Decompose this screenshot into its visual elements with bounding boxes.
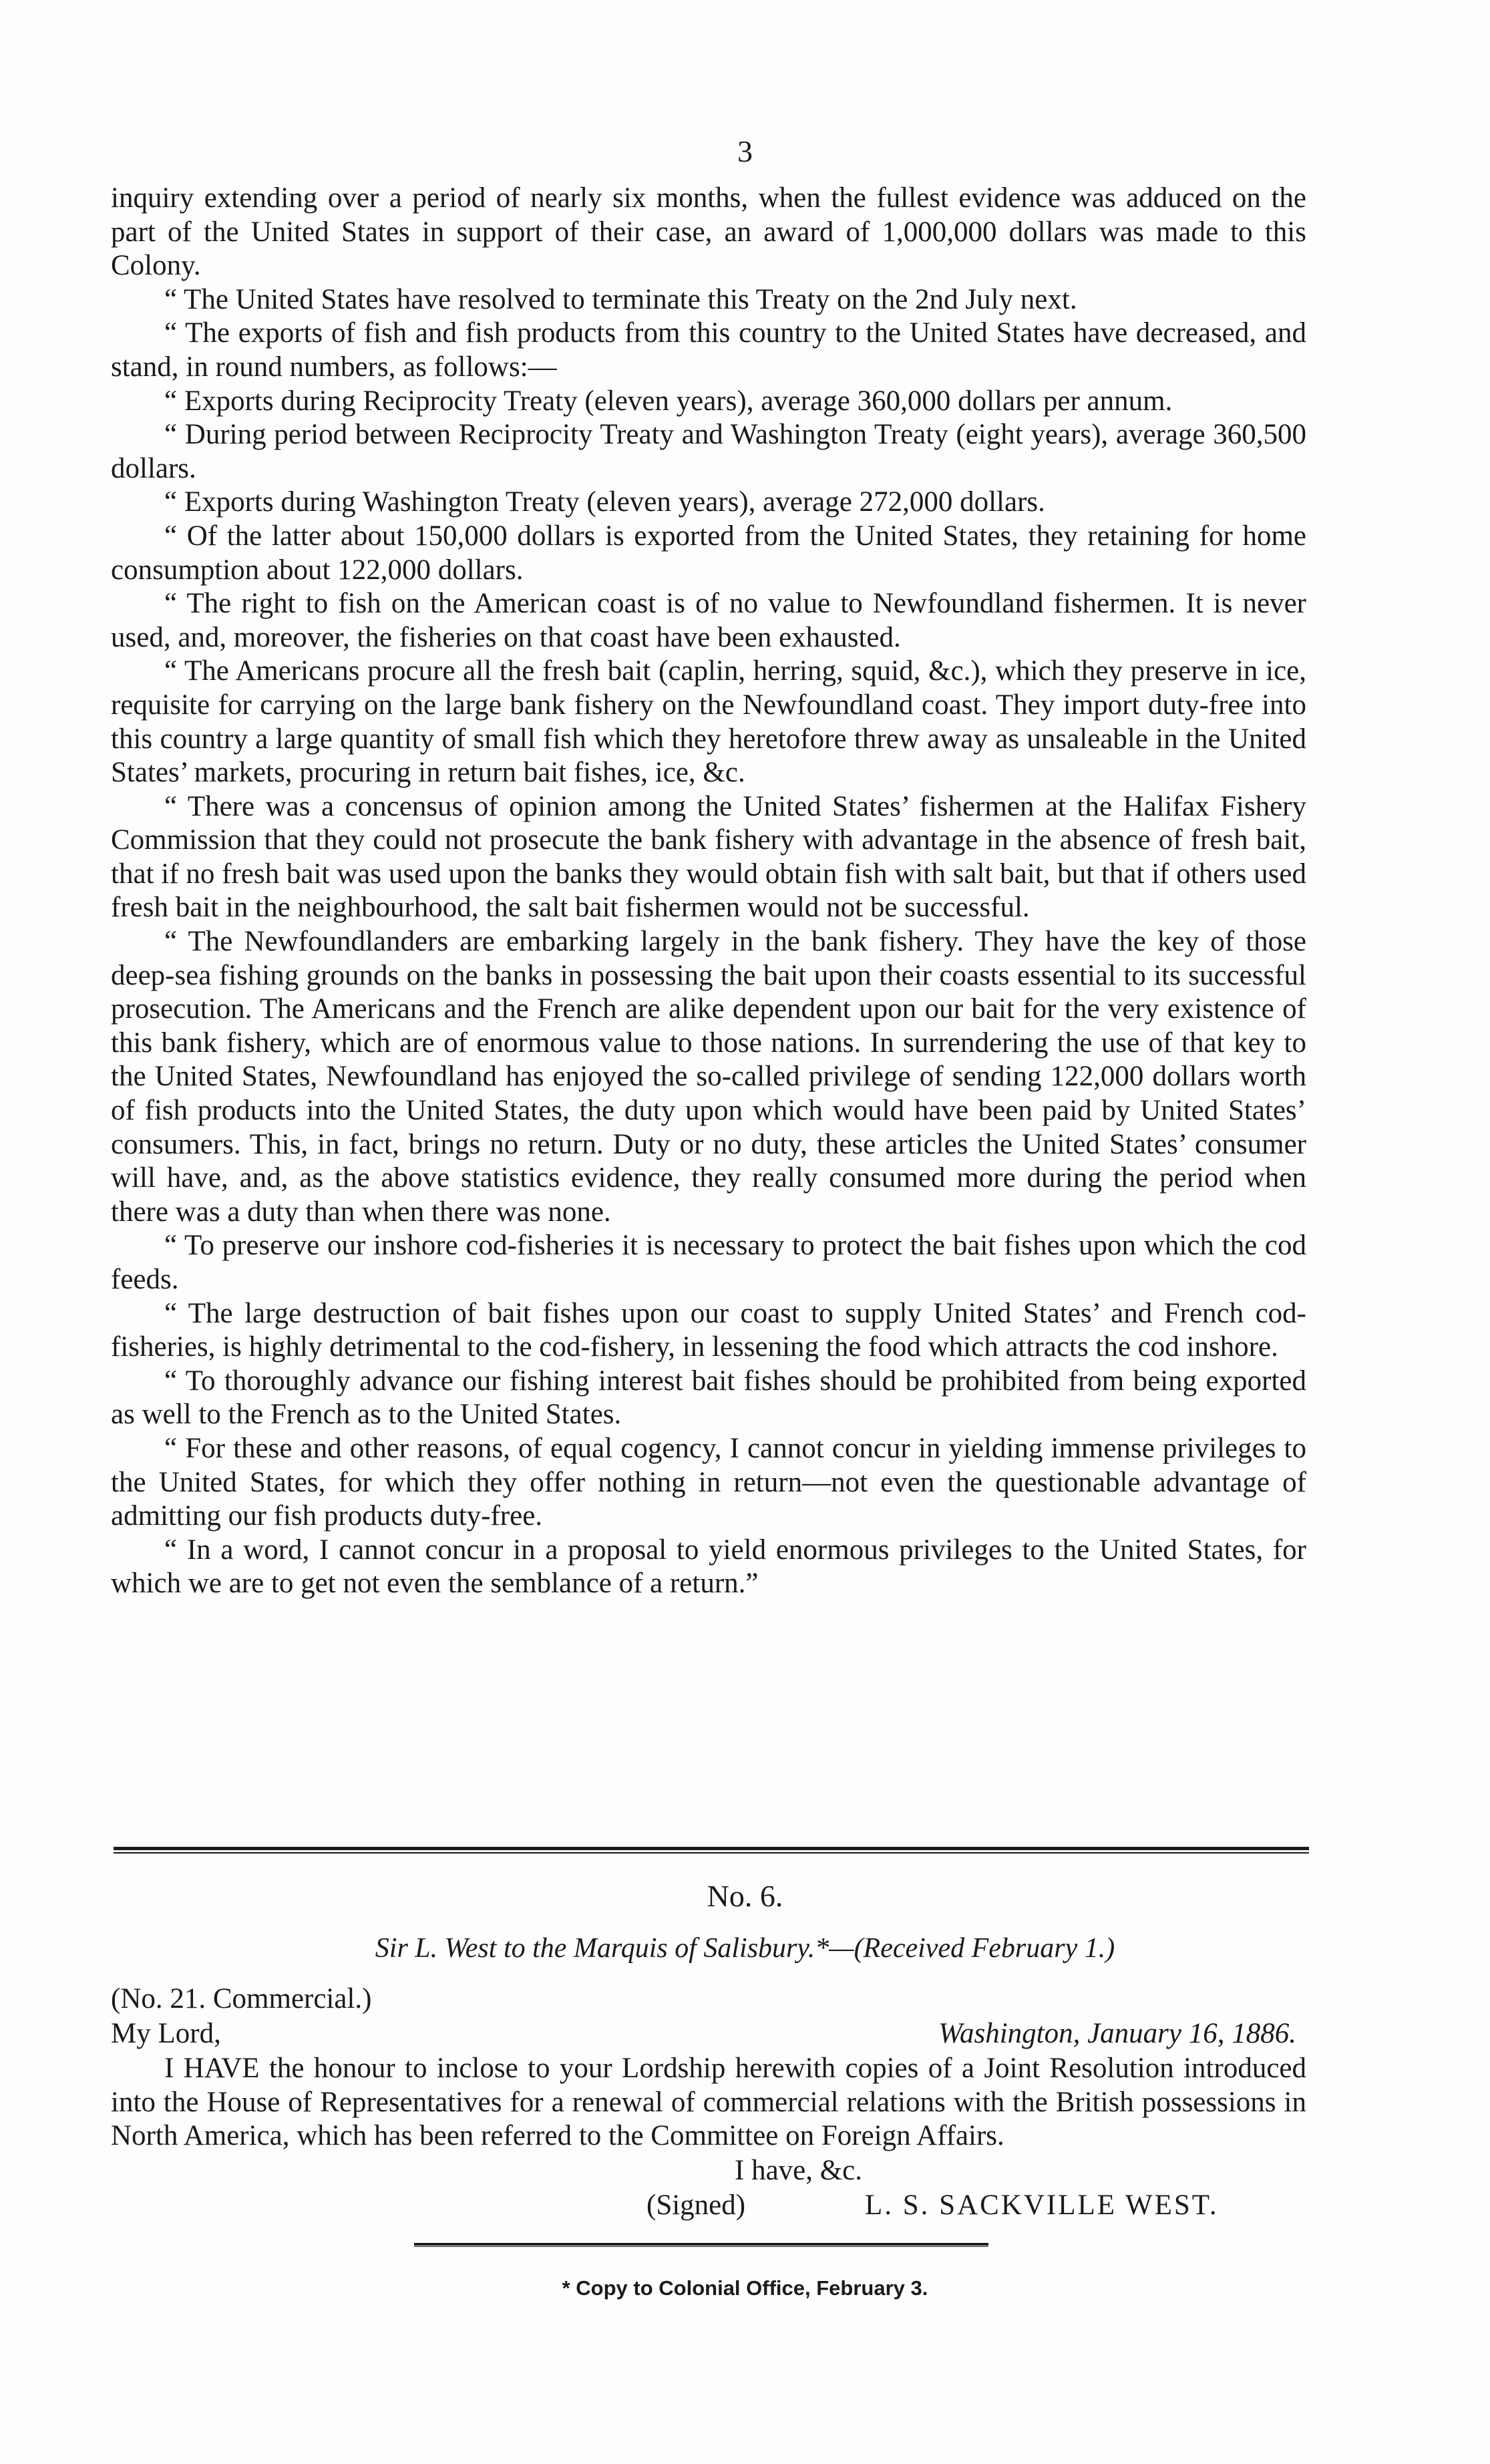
paragraph: “ Exports during Reciprocity Treaty (eleven years), average 360,000 dollars per annum. bbox=[164, 385, 1173, 417]
section-divider bbox=[114, 1847, 1309, 1854]
paragraph: inquiry extending over a period of nearly six months, when the fullest evidence was adduced on the part of the United States in support of their case, an award of 1,000,000 dollars was made to this Colony. bbox=[111, 182, 1306, 282]
paragraph: “ There was a concensus of opinion among the United States’ fishermen at the Halifax Fishery Commission that they could not prosecute the bank fishery with advantage in the absence of fresh bait, that if no fresh bait was used upon the banks they would obtain fish with salt bait, but that if others used fresh bait in the neighbourhood, the salt bait fishermen would not be successful. bbox=[111, 790, 1306, 924]
paragraph: “ During period between Reciprocity Treaty and Washington Treaty (eight years), average 360,500 dollars. bbox=[111, 419, 1306, 484]
paragraph: “ In a word, I cannot concur in a proposal to yield enormous privileges to the United States, for which we are to get not even the semblance of a return.” bbox=[111, 1534, 1306, 1600]
reference-line: (No. 21. Commercial.) bbox=[111, 1983, 372, 2014]
signer-name: L. S. SACKVILLE WEST. bbox=[865, 2189, 1219, 2221]
paragraph: “ The exports of fish and fish products from this country to the United States have decreased, and stand, in round numbers, as follows:— bbox=[111, 317, 1306, 383]
letter-body: I HAVE the honour to inclose to your Lordship herewith copies of a Joint Resolution introduced into the House of Representatives for a renewal of commercial relations with the British possessions in North America, which has been referred to the Committee on Foreign Affairs. bbox=[111, 2053, 1306, 2152]
paragraph: “ The Newfoundlanders are embarking largely in the bank fishery. They have the key of those deep-sea fishing grounds on the banks in possessing the bait upon their coasts essential to its successful prosecution. The Americans and the French are alike dependent upon our bait for the very existence of this bank fishery, which are of enormous value to those nations. In surrendering the use of that key to the United States, Newfoundland has enjoyed the so-called privilege of sending 122,000 dollars worth of fish products into the United States, the duty upon which would have been paid by United States’ consumers. This, in fact, brings no return. Duty or no duty, these articles the United States’ consumer will have, and, as the above statistics evidence, they really consumed more during the period when there was a duty than when there was none. bbox=[111, 926, 1306, 1228]
salutation: My Lord, bbox=[111, 2018, 221, 2049]
dateline: Washington, January 16, 1886. bbox=[938, 2018, 1296, 2049]
document-number: No. 6. bbox=[707, 1879, 783, 1913]
paragraph: “ Exports during Washington Treaty (eleven years), average 272,000 dollars. bbox=[164, 486, 1045, 518]
footnote: * Copy to Colonial Office, February 3. bbox=[562, 2276, 928, 2300]
paragraph: “ Of the latter about 150,000 dollars is exported from the United States, they retaining for home consumption about 122,000 dollars. bbox=[111, 520, 1306, 586]
paragraph: “ The United States have resolved to terminate this Treaty on the 2nd July next. bbox=[164, 283, 1077, 315]
paragraph: “ The right to fish on the American coast is of no value to Newfoundland fishermen. It is never used, and, moreover, the fisheries on that coast have been exhausted. bbox=[111, 588, 1306, 653]
closing: I have, &c. bbox=[735, 2155, 863, 2186]
page-number: 3 bbox=[737, 134, 753, 168]
footnote-divider bbox=[414, 2243, 988, 2247]
paragraph: “ For these and other reasons, of equal cogency, I cannot concur in yielding immense privileges to the United States, for which they offer nothing in return—not even the questionable advantage of admitting our fish products duty-free. bbox=[111, 1432, 1306, 1532]
signed-label: (Signed) bbox=[646, 2189, 746, 2221]
paragraph: “ The Americans procure all the fresh bait (caplin, herring, squid, &c.), which they preserve in ice, requisite for carrying on the large bank fishery on the Newfoundland coast. They import duty-free into this country a large quantity of small fish which they heretofore threw away as unsaleable in the United States’ markets, procuring in return bait fishes, ice, &c. bbox=[111, 655, 1306, 789]
paragraph: “ To thoroughly advance our fishing interest bait fishes should be prohibited from being exported as well to the French as to the United States. bbox=[111, 1365, 1306, 1431]
body-text bbox=[111, 182, 1306, 1601]
document-caption: Sir L. West to the Marquis of Salisbury.*—(Received February 1.) bbox=[375, 1933, 1115, 1964]
paragraph: “ The large destruction of bait fishes upon our coast to supply United States’ and French cod-fisheries, is highly detrimental to the cod-fishery, in lessening the food which attracts the cod inshore. bbox=[111, 1297, 1306, 1363]
paragraph: “ To preserve our inshore cod-fisheries it is necessary to protect the bait fishes upon which the cod feeds. bbox=[111, 1230, 1306, 1295]
